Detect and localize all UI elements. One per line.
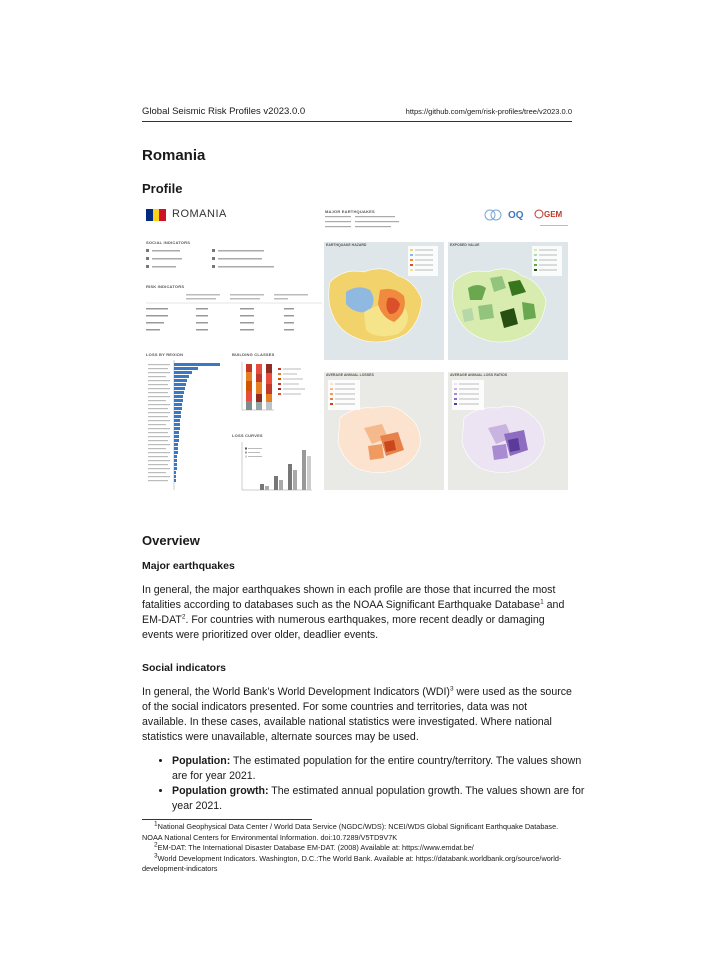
social-indicators-title: SOCIAL INDICATORS [146, 240, 191, 245]
footnote-ref[interactable]: 2 [181, 613, 186, 621]
svg-text:OQ: OQ [508, 210, 524, 221]
loss-curves-chart [232, 440, 322, 496]
footnotes [142, 822, 574, 875]
social-indicators-paragraph: In general, the World Bank’s World Development Indicators (WDI)$^3$ were used as the source of the social indicators presented. For some countries and territories, data was not available. In these cases, available national statistics were investigated. Where national statistics were unavailable, alternate sources may be used. [142, 685, 572, 743]
country-heading: Romania [142, 147, 206, 164]
major-earthquakes-heading: Major earthquakes [142, 560, 235, 572]
map-title: AVERAGE ANNUAL LOSSES [326, 373, 374, 377]
building-classes-title: BUILDING CLASSES [232, 352, 275, 357]
footnote: $^2$EM-DAT: The International Disaster Database EM-DAT. (2008) Available at: https://www.emdat.be/ [154, 841, 474, 852]
major-earthquakes-list [325, 215, 435, 231]
footnote-ref[interactable]: 3 [449, 685, 454, 693]
risk-indicators-title: RISK INDICATORS [146, 284, 185, 289]
social-indicators-rows [146, 246, 322, 272]
footnote-rule [142, 819, 312, 820]
map-title: EARTHQUAKE HAZARD [326, 243, 367, 247]
gem-logo-text: GEM [544, 210, 563, 219]
map-average-annual-loss-ratios [448, 372, 568, 490]
indicator-bullet-list [142, 754, 594, 814]
map-earthquake-hazard [324, 242, 444, 360]
infographic-country-name: ROMANIA [172, 208, 227, 220]
profile-heading: Profile [142, 181, 183, 196]
map-average-annual-losses [324, 372, 444, 490]
header-rule [142, 121, 572, 122]
map-title: AVERAGE ANNUAL LOSS RATIOS [450, 373, 508, 377]
list-item: • Population: The estimated population for the entire country/territory. The values shown are for year 2021. [172, 754, 594, 784]
loss-curves-title: LOSS CURVES [232, 433, 263, 438]
social-indicators-heading: Social indicators [142, 662, 227, 674]
loss-by-region-title: LOSS BY REGION [146, 352, 184, 357]
footnote-ref[interactable]: 1 [540, 598, 544, 606]
footnote: $^1$National Geophysical Data Center / World Data Service (NGDC/WDS): NCEI/WDS Global Significant Earthquake Database. NOAA National Centers for Environmental Information. doi:10.7289/V5TD9V7K [142, 820, 559, 842]
map-title: EXPOSED VALUE [450, 243, 480, 247]
running-header-title: Global Seismic Risk Profiles v2023.0.0 [142, 106, 306, 117]
loss-by-region-chart [146, 360, 226, 492]
overview-heading: Overview [142, 533, 200, 548]
profile-infographic [142, 202, 574, 497]
building-classes-chart [232, 360, 322, 416]
list-item: • Population growth: The estimated annual population growth. The values shown are for year 2021. [172, 784, 594, 814]
footnote: $^3$World Development Indicators. Washington, D.C.:The World Bank. Available at: https://databank.worldbank.org/source/world-development-indicators [142, 852, 562, 873]
running-header-url[interactable]: https://github.com/gem/risk-profiles/tree/v2023.0.0 [405, 107, 572, 116]
partner-logos [482, 206, 572, 232]
map-exposed-value [448, 242, 568, 360]
flag-icon [146, 209, 166, 221]
major-earthquakes-paragraph: In general, the major earthquakes shown in each profile are those that incurred the most fatalities according to databases such as the NOAA Significant Earthquake Database$^1$ and EM-DAT$^2$. For countries with numerous earthquakes, more recent deadly or damaging events were prioritized over older, deadlier events. [142, 584, 565, 641]
major-earthquakes-title: MAJOR EARTHQUAKES [325, 209, 375, 214]
risk-indicators-table [146, 292, 322, 340]
